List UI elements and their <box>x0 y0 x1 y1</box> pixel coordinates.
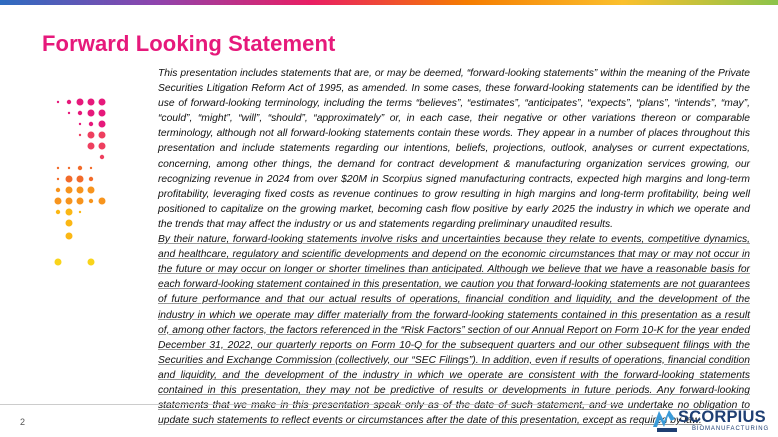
decorative-dot <box>66 209 73 216</box>
decorative-dot-pattern <box>50 96 150 276</box>
decorative-dot <box>56 210 60 214</box>
decorative-dot <box>57 101 59 103</box>
decorative-dot <box>77 187 84 194</box>
disclaimer-paragraph-2: By their nature, forward-looking statements involve risks and uncertainties because they relate to events, competitive dynamics, and healthcare, regulatory and scientific developments and depend on the economic circumstances that may or may not occur in the future or may occur on longer or shorter timelines than anticipated. Although we believe that we have a reasonable basis for each forward-looking statement contained in this presentation, we caution you that forward-looking statements are not guarantees of future performance and that our actual results of operations, financial condition and liquidity, and the development of the industry in which we operate may differ materially from the forward-looking statements contained in this presentation as a result of, among other factors, the factors referenced in the “Risk Factors” section of our Annual Report on Form 10-K for the year ended December 31, 2022, our quarterly reports on Form 10-Q for the subsequent quarters and our other subsequent filings with the Securities and Exchange Commission (collectively, our “SEC Filings”). In addition, even if results of operations, financial condition and liquidity, and the development of the industry in which we operate are consistent with the forward-looking statements contained in this presentation, they may not be predictive of results or developments in future periods. Any forward-looking statements that we make in this presentation speak only as of the date of such statement, and we undertake no obligation to update such statements to reflect events or circumstances after the date of this presentation, except as required by law. <box>158 234 750 427</box>
page-number: 2 <box>20 417 26 427</box>
decorative-dot <box>99 121 106 128</box>
decorative-dot <box>88 132 95 139</box>
scorpius-logo-mark-icon <box>651 407 679 433</box>
decorative-dot <box>88 143 95 150</box>
decorative-dot <box>77 198 84 205</box>
decorative-dot <box>99 99 106 106</box>
decorative-dot <box>88 99 95 106</box>
disclaimer-paragraph-1: This presentation includes statements that are, or may be deemed, “forward-looking statements” within the meaning of the Private Securities Litigation Reform Act of 1995, as amended. In some cases, these forward-looking statements can be identified by the use of forward-looking terminology, including the terms “believes”, “estimates”, “anticipates”, “expects”, “plans”, “intends”, “may”, “could”, “might”, “will”, “should”, “approximately” or, in each case, their negative or other variations thereon or comparable terminology, although not all forward-looking statements contain these words. They appear in a number of places throughout this presentation and include statements regarding our intentions, beliefs, projections, outlook, analyses or current expectations, concerning, among other things, the demand for contract development & manufacturing organization services growing, our recognizing revenue in 2024 from over $20M in Scorpius signed manufacturing contracts, expected high margins and long-term profitability, leveraging fixed costs as revenue continues to grow resulting in high margins and long-term profitability, being well positioned to capitalize on the growing market, becoming cash flow positive by early 2025 the industry in which we operate and the trends that may affect the industry or us and statements regarding preliminary unaudited results. <box>158 68 750 230</box>
logo-name: SCORPIUS <box>678 408 766 426</box>
decorative-dot <box>78 111 82 115</box>
decorative-dot <box>88 110 95 117</box>
decorative-dot <box>79 211 81 213</box>
decorative-dot <box>57 178 59 180</box>
decorative-dot <box>89 199 93 203</box>
decorative-dot <box>99 132 106 139</box>
decorative-dot <box>66 233 73 240</box>
decorative-dot <box>57 167 59 169</box>
decorative-dot <box>66 176 73 183</box>
decorative-dot <box>99 110 106 117</box>
decorative-dot <box>79 134 81 136</box>
decorative-dot <box>67 100 71 104</box>
decorative-dot <box>66 198 73 205</box>
decorative-dot <box>99 198 106 205</box>
top-gradient-bar <box>0 0 778 5</box>
disclaimer-text <box>158 66 750 428</box>
footer-divider <box>0 404 620 405</box>
slide-title: Forward Looking Statement <box>42 31 336 56</box>
decorative-dot <box>100 155 104 159</box>
decorative-dot <box>68 112 70 114</box>
decorative-dot <box>88 187 95 194</box>
decorative-dot <box>89 122 93 126</box>
decorative-dot <box>55 198 62 205</box>
decorative-dot <box>89 177 93 181</box>
decorative-dot <box>66 220 73 227</box>
decorative-dot <box>68 167 70 169</box>
decorative-dot <box>56 188 60 192</box>
decorative-dot <box>55 259 62 266</box>
decorative-dot <box>90 167 92 169</box>
decorative-dot <box>99 143 106 150</box>
decorative-dot <box>79 123 81 125</box>
decorative-dot <box>77 176 84 183</box>
decorative-dot <box>78 166 82 170</box>
decorative-dot <box>77 99 84 106</box>
decorative-dot <box>66 187 73 194</box>
logo-subtitle: BIOMANUFACTURING <box>692 426 770 432</box>
decorative-dot <box>88 259 95 266</box>
scorpius-logo <box>651 406 771 434</box>
